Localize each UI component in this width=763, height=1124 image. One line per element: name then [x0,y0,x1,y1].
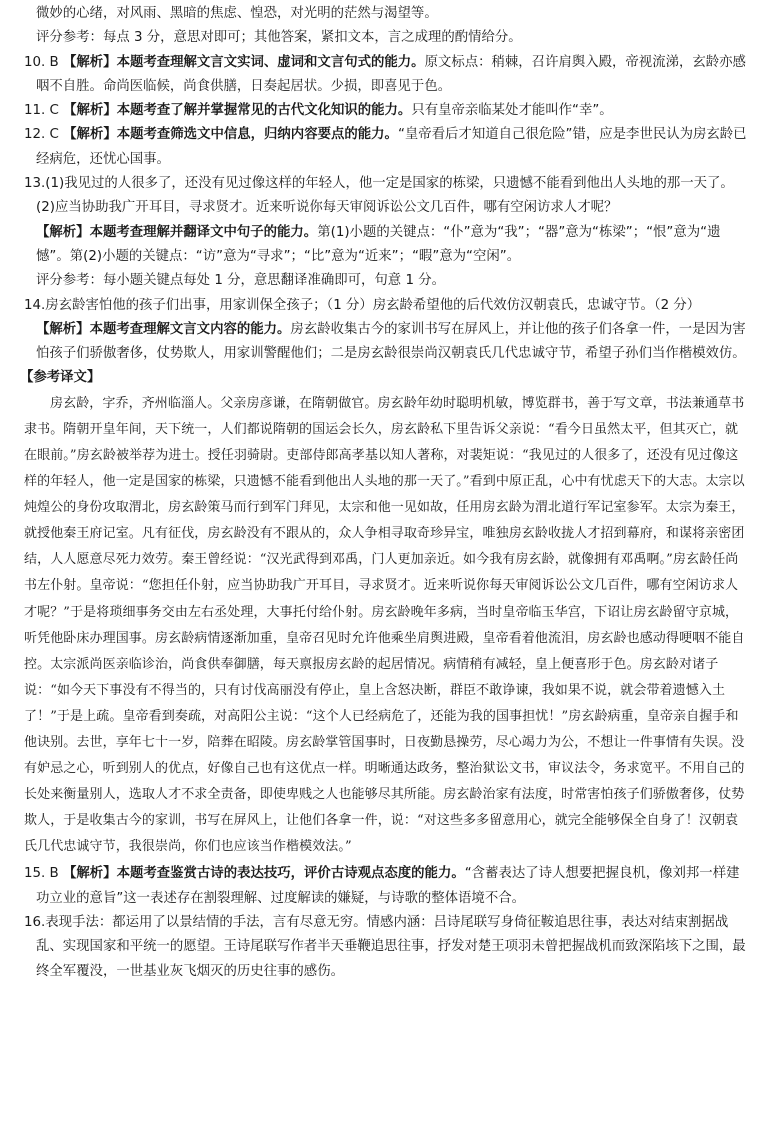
question-number: 16. [24,915,46,931]
analysis-body: 房玄龄收集古今的家训书写在屏风上，并让他的孩子们各拿一件，一是因为害怕孩子们骄傲奢侈，仗势欺人，用家训警醒他们；二是房玄龄很崇尚汉朝袁氏几代忠诚守节，希望子孙们当作楷模效仿。 [36,321,746,362]
question-number: 15. B [24,866,59,882]
analysis-tag: 【解析】 [63,127,117,143]
analysis-head: 本题考查理解文言文实词、虚词和文言句式的能力。 [116,54,425,70]
question-15 [24,862,747,911]
question-12 [24,123,747,172]
analysis-body: “皇帝看后才知道自己很危险”错，应是李世民认为房玄龄已经病危，还忧心国事。 [36,127,747,167]
analysis-body: 原文标点：稍棘，召许肩舆入殿，帝视流涕，玄龄亦感咽不自胜。命尚医临候，尚食供膳，日奏起居状。少损，即喜见于色。 [36,54,746,94]
translation-heading: 【参考译文】 [20,370,101,386]
question-14 [24,294,747,318]
answer: 房玄龄害怕他的孩子们出事，用家训保全孩子；（1 分）房玄龄希望他的后代效仿汉朝袁氏，忠诚守节。（2 分） [45,297,701,313]
analysis-tag: 【解析】 [63,54,117,70]
score-note: 评分参考：每小题关键点每处 1 分，意思翻译准确即可，句意 1 分。 [36,273,446,289]
question-13-analysis [24,221,747,270]
question-number: 14. [24,297,46,313]
analysis-body: 只有皇帝亲临某处才能叫作“幸”。 [411,103,613,119]
question-number: 10. B [24,54,59,70]
analysis-head: 本题考查理解并翻译文中句子的能力。 [89,224,318,240]
intro-line-2: 评分参考：每点 3 分，意思对即可；其他答案，紧扣文本，言之成理的酌情给分。 [36,30,522,46]
question-13 [24,172,747,196]
answer-2: (2)应当协助我广开耳目，寻求贤才。近来听说你每天审阅诉讼公文几百件，哪有空闲访求人才呢？ [36,200,618,216]
question-number: 12. C [24,127,59,143]
question-10 [24,51,747,100]
question-number: 11. C [24,103,59,119]
analysis-head: 本题考查了解并掌握常见的古代文化知识的能力。 [116,103,412,119]
translation-text: 房玄龄，字乔，齐州临淄人。父亲房彦谦，在隋朝做官。房玄龄年幼时聪明机敏，博览群书，善于写文章，书法兼通草书隶书。隋朝开皇年间，天下统一，人们都说隋朝的国运会长久，房玄龄私下里告诉父亲说：“看今日虽然太平，但其灭亡，就在眼前。”房玄龄被举荐为进士。授任羽骑尉。吏部侍郎高孝基以知人著称，对裴矩说：“我见过的人很多了，还没有见过像这样的年轻人，他一定是国家的栋梁，只遗憾不能看到他出人头地的那一天了。”看到中原正乱，心中有忧虑天下的大志。太宗以炖煌公的身份攻取渭北，房玄龄策马而行到军门拜见，太宗和他一见如故，任用房玄龄为渭北道行军记室参军。太宗为秦王，就授他秦王府记室。凡有征伐，房玄龄没有不跟从的，众人争相寻取奇珍异宝，唯独房玄龄收拢人才招到幕府，和谋将亲密团结，人人愿意尽死力效劳。秦王曾经说：“汉光武得到邓禹，门人更加亲近。如今我有房玄龄，就像拥有邓禹啊。”房玄龄任尚书左仆射。皇帝说：“您担任仆射，应当协助我广开耳目，寻求贤才。近来听说你每天审阅诉讼公文几百件，哪有空闲访求人才呢？”于是将琐细事务交由左右丞处理，大事托付给仆射。房玄龄晚年多病，当时皇帝临玉华宫，下诏让房玄龄留守京城，听凭他卧床办理国事。房玄龄病情逐渐加重，皇帝召见时允许他乘坐肩舆进殿，皇帝看着他流泪，房玄龄也感动得哽咽不能自控。太宗派尚医亲临诊治，尚食供奉御膳，每天禀报房玄龄的起居情况。病情稍有减轻，皇上便喜形于色。房玄龄对诸子说：“如今天下事没有不得当的，只有讨伐高丽没有停止，皇上含怒决断，群臣不敢诤谏，我如果不说，就会带着遗憾入土了！”于是上疏。皇帝看到奏疏，对高阳公主说：“这个人已经病危了，还能为我的国事担忧！”房玄龄病重，皇帝亲自握手和他诀别。去世，享年七十一岁，陪葬在昭陵。房玄龄掌管国事时，日夜勤恳操劳，尽心竭力为公，不想让一件事情有失误。没有妒忌之心，听到别人的优点，好像自己也有这优点一样。明晰通达政务，整治狱讼文书，审议法令，务求宽平。不用自己的长处来衡量别人，选取人才不求全责备，即使卑贱之人也能够尽其所能。房玄龄治家有法度，时常害怕孩子们骄傲奢侈，仗势欺人，于是收集古今的家训，书写在屏风上，让他们各拿一件，说：“对这些多多留意用心，就完全能够保全自身了！汉朝袁氏几代忠诚守节，我很崇尚，你们也应该当作楷模效法。” [24,395,745,855]
analysis-head: 本题考查理解文言文内容的能力。 [89,321,291,337]
question-11 [24,99,747,123]
answer: 表现手法：都运用了以景结情的手法，言有尽意无穷。情感内涵：吕诗尾联写身倚征鞍追思往事，表达对结束割据战乱、实现国家和平统一的愿望。王诗尾联写作者半天垂鞭追思往事，抒发对楚王项羽未曾把握战机而致深陷垓下之围，最终全军覆没，一世基业灰飞烟灭的历史往事的感伤。 [36,915,746,979]
analysis-tag: 【解析】 [63,866,117,882]
analysis-head: 本题考查鉴赏古诗的表达技巧，评价古诗观点态度的能力。 [116,866,465,882]
analysis-tag: 【解析】 [63,103,117,119]
question-14-analysis [24,318,747,367]
analysis-body: 第(1)小题的关键点：“仆”意为“我”；“器”意为“栋梁”；“恨”意为“遗憾”。第(2)小题的关键点：“访”意为“寻求”；“比”意为“近来”；“暇”意为“空闲”。 [36,224,721,264]
intro-line-1: 微妙的心绪，对风雨、黑暗的焦虑、惶恐，对光明的茫然与渴望等。 [36,6,438,21]
answer-1: (1)我见过的人很多了，还没有见过像这样的年轻人，他一定是国家的栋梁，只遗憾不能看到他出人头地的那一天了。 [45,176,734,192]
analysis-tag: 【解析】 [36,321,90,337]
analysis-tag: 【解析】 [36,224,90,240]
analysis-head: 本题考查筛选文中信息，归纳内容要点的能力。 [116,127,398,143]
question-16 [24,911,747,984]
analysis-body: “含蓄表达了诗人想要把握良机，像刘邦一样建功立业的意旨”这一表述存在割裂理解、过度解读的嫌疑，与诗歌的整体语境不合。 [36,866,740,906]
question-number: 13. [24,176,46,192]
